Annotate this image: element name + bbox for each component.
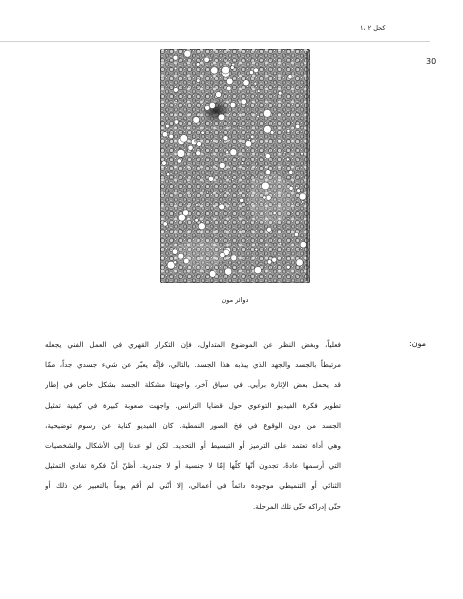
paragraph-line: قد يحمل بعض الإثارة برأيي. في سياق آخر، واجهتنا مشكلة الجسد بشكل خاص في إطار xyxy=(45,380,341,390)
page-number: 30 xyxy=(426,57,437,66)
paragraph-line: الثنائي أو التنميطي موجودة دائماً في أعمالي، إلا أنّني لم أقم يوماً بالتعبير عن ذلك أو xyxy=(45,481,341,491)
speaker-label: مون: xyxy=(409,339,426,348)
paragraph-line: فعلياً، وبغض النظر عن الموضوع المتداول، فإن التكرار القهري في العمل الفني يجعله xyxy=(45,340,341,349)
paragraph-line: حتّى إدراكه حتّى تلك المرحلة. xyxy=(253,501,341,511)
running-header-title: كحل ٢ ،١ xyxy=(360,24,386,32)
paragraph-line: تطوير فكرة الفيديو التوعوي حول قضايا الترانس. واجهت صعوبة كبيرة في كيفية تمثيل xyxy=(45,400,341,410)
artwork-circles-drawing xyxy=(160,49,310,283)
figure-caption: دوائر مون xyxy=(221,296,249,304)
paragraph-line: التي أرسمها عادةً، تجدون أنّها كلّها إمّا لا جنسية أو لا جندرية. أظنّ أنّ فكرة تفادي التمثيل xyxy=(45,461,341,471)
paragraph-line: وهي أداة تعتمد على الترميز أو التبسيط أو التحديد. لكن لو عدنا إلى الأشكال والشخصيات xyxy=(45,440,341,450)
paragraph-line: مرتبطاً بالجسد والجهد الذي يبذبه هذا الجسد. بالتالي، فإنَّه يعبّر عن شيء جسدي جداً، ممّا xyxy=(45,360,341,370)
paragraph-line: الجسد من دون الوقوع في فخ الصور النمطية. كان الفيديو كناية عن رسوم توضيحية، xyxy=(45,420,341,430)
header-rule xyxy=(0,41,430,42)
interview-paragraph xyxy=(45,335,341,517)
